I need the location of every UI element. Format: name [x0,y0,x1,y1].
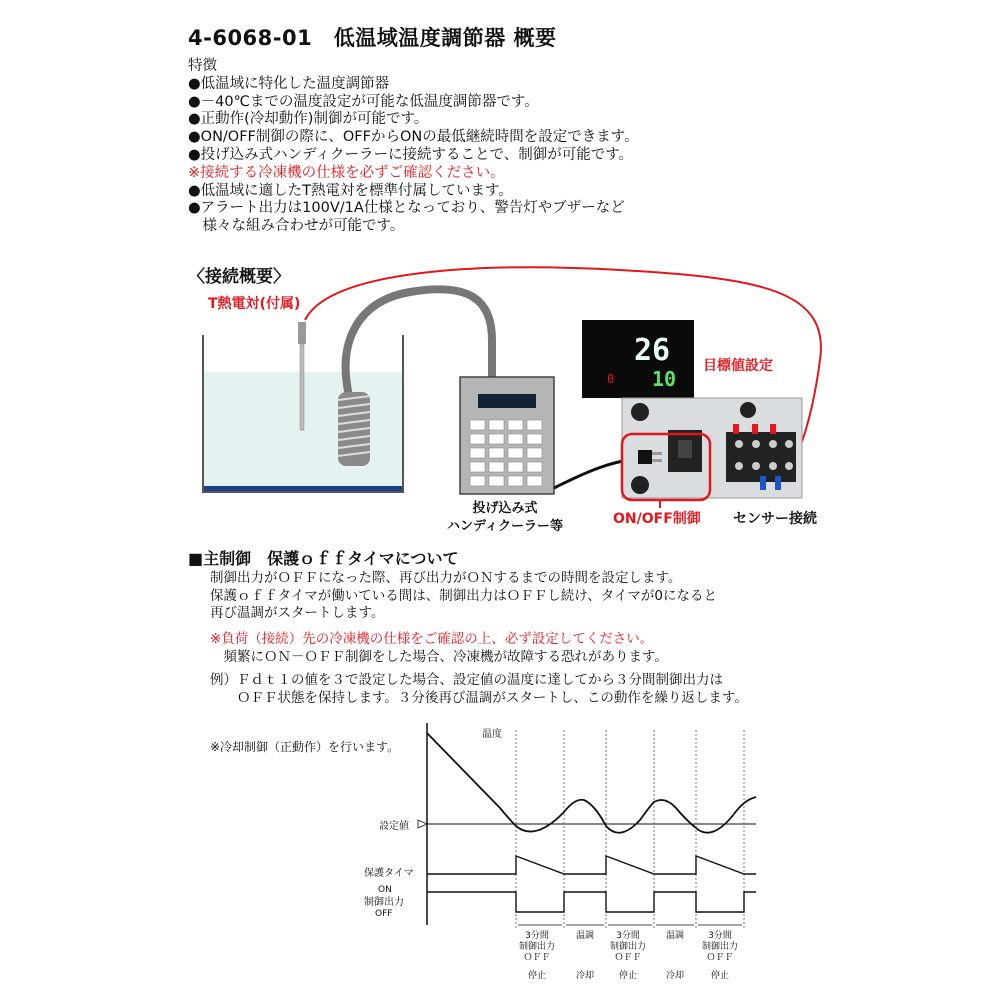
protection-timer-signal [427,856,756,874]
svg-text:停止: 停止 [618,971,638,981]
svg-text:3分間: 3分間 [708,931,732,941]
svg-text:停止: 停止 [710,971,730,981]
feature-warning: ※接続する冷凍機の仕様を必ずご確認ください。 [188,164,505,181]
control-output-signal [427,892,756,912]
feature-item: ●投げ込み式ハンディクーラーに接続することで、制御が可能です。 [188,146,634,163]
display-sv: 10 [651,367,677,391]
svg-text:3分間: 3分間 [616,931,640,941]
phase-guides [516,730,744,930]
main-control-title: ■主制御 保護ｏｆｆタイマについて [188,549,459,568]
svg-text:3分間: 3分間 [525,931,549,941]
svg-text:制御出力: 制御出力 [701,942,739,952]
body-line: 制御出力がＯＦＦになった際、再び出力がＯＮするまでの時間を設定します。 [210,570,682,586]
display-pv: 26 [633,333,671,368]
svg-text:温調: 温調 [665,931,685,941]
feature-item: ●低温域に特化した温度調節器 [188,75,390,92]
target-value-label: 目標値設定 [703,358,773,374]
connection-heading: 〈接続概要〉 [188,267,290,287]
svg-text:温調: 温調 [575,931,595,941]
output-label: 制御出力 [364,897,404,908]
on-label: ON [378,885,392,895]
svg-text:ＯＦＦ: ＯＦＦ [706,953,734,963]
sensor-label: センサー接続 [733,511,817,527]
warning-black: 頻繁にＯＮ－ＯＦＦ制御をした場合、冷凍機が故障する恐れがあります。 [210,648,668,665]
svg-text:冷却: 冷却 [665,971,685,981]
example-line: ＯＦＦ状態を保持します。３分後再び温調がスタートし、この動作を繰り返します。 [210,690,748,706]
onoff-label: ON/OFF制御 [613,511,701,527]
svg-text:制御出力: 制御出力 [609,942,647,952]
feature-item: ●－40℃までの温度設定が可能な低温度調節器です。 [188,93,539,110]
phase-labels [519,929,738,981]
setpoint-marker [418,820,427,828]
svg-text:ＯＦＦ: ＯＦＦ [614,953,642,963]
warning-red: ※負荷（接続）先の冷凍機の仕様をご確認の上、必ず設定してください。 [210,631,654,647]
feature-item: ●アラート出力は100V/1A仕様となっており、警告灯やブザーなど [188,200,625,217]
cooler-label-line: 投げ込み式 [472,501,538,516]
temperature-curve [427,733,756,833]
display-small: 0 [607,372,615,386]
timer-label: 保護タイマ [364,868,414,879]
example-line: 例）Ｆｄｔ１の値を３で設定した場合、設定値の温度に達してから３分間制御出力は [210,672,723,688]
svg-text:制御出力: 制御出力 [518,942,556,952]
feature-item: ●低温域に適したT熱電対を標準付属しています。 [188,182,513,199]
svg-text:停止: 停止 [527,971,547,981]
body-line: 保護ｏｆｆタイマが働いている間は、制御出力はＯＦＦし続け、タイマが0になると [210,587,718,604]
svg-text:冷却: 冷却 [575,971,595,981]
temp-label: 温度 [482,729,502,740]
body-line: 再び温調がスタートします。 [210,605,385,621]
setpoint-label: 設定値 [379,821,409,832]
thermocouple-label: T熱電対(付属) [208,296,301,312]
feature-item: ●正動作(冷却動作)制御が可能です。 [188,111,429,128]
features-heading: 特徴 [188,58,217,74]
off-label: OFF [375,909,393,919]
page-title: 4-6068-01 低温域温度調節器 概要 [188,26,557,50]
svg-text:ＯＦＦ: ＯＦＦ [523,953,551,963]
feature-item: 様々な組み合わせが可能です。 [188,218,405,235]
feature-item: ●ON/OFF制御の際に、OFFからONの最低継続時間を設定できます。 [188,129,639,146]
cooling-note: ※冷却制御（正動作）を行います。 [210,740,400,754]
cooler-label-line: ハンディクーラー等 [447,519,563,534]
